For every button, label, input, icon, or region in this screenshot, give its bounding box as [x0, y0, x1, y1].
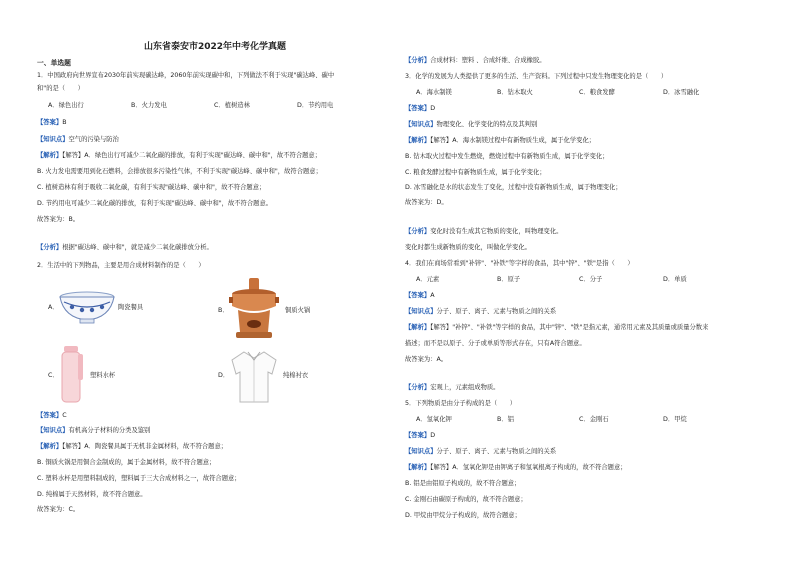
q2-final-answer: 故答案为：C。	[37, 506, 80, 513]
q3-knowledge-point: 【知识点】物理变化、化学变化的特点及其判别	[405, 121, 538, 128]
q3-option-d: D．冰雪融化	[663, 89, 700, 96]
q3-analysis: 【分析】变化时没有生成其它物质的变化，叫物理变化。	[405, 228, 563, 235]
q5-explanation-c: C. 金刚石由碳原子构成的，故不符合题意；	[405, 496, 527, 503]
q5-explanation-b: B. 铝是由铝原子构成的，故不符合题意；	[405, 480, 521, 487]
q2-explanation-d: D. 纯棉属于天然材料，故不符合题意。	[37, 491, 147, 498]
q2-caption-c: 塑料水杯	[90, 372, 116, 379]
q3-option-c: C．粮食发酵	[579, 89, 615, 96]
q3-explanation-d: D. 冰雪融化是水的状态发生了变化，过程中没有新物质生成，属于物理变化；	[405, 184, 622, 191]
q5-option-c: C．金刚石	[579, 416, 609, 423]
q3-final-answer: 故答案为：D。	[405, 199, 448, 206]
q1-explanation-b: B. 火力发电需要用到化石燃料，会排放很多污染性气体，不利于实现"碳达峰、碳中和"，故符合题意；	[37, 168, 322, 175]
plastic-cup-image	[60, 344, 86, 406]
porcelain-bowl-image	[58, 290, 116, 326]
q3-explanation-b: B. 钻木取火过程中发生燃烧，燃烧过程中有新物质生成，属于化学变化；	[405, 153, 609, 160]
q2-option-c: C．	[48, 372, 59, 379]
q2-option-d: D．	[218, 372, 230, 379]
q1-option-a: A．绿色出行	[48, 102, 84, 109]
q1-explanation-d: D. 节约用电可减少二氧化碳的排放，有利于实现"碳达峰、碳中和"，故不符合题意。	[37, 200, 273, 207]
q3-option-a: A．海水制镁	[416, 89, 452, 96]
q1-stem: 1．中国政府向世界宣布2030年前实现碳达峰，2060年前实现碳中和，下列做法不利于实现"碳达峰、碳中	[37, 72, 335, 79]
q1-option-d: D．节约用电	[297, 102, 334, 109]
q1-analysis: 【分析】根据"碳达峰、碳中和"，就是减少二氧化碳排放分析。	[37, 244, 213, 251]
section-heading: 一、单选题	[37, 59, 71, 67]
q5-knowledge-point: 【知识点】分子、原子、离子、元素与物质之间的关系	[405, 448, 557, 455]
q1-explanation-c: C. 植树造林有利于吸收二氧化碳，有利于实现"碳达峰、碳中和"，故不符合题意；	[37, 184, 266, 191]
q4-stem: 4．我们在商场常看到"补锌"、"补铁"等字样的食品，其中"锌"、"铁"是指（ ）	[405, 260, 634, 267]
q1-explanation: 【解析】【解答】A．绿色出行可减少二氧化碳的排放，有利于实现"碳达峰、碳中和"，故不符合题意；	[37, 152, 322, 159]
q2-caption-b: 铜质火锅	[285, 307, 311, 314]
q4-explanation: 【解析】【解答】"补锌"、"补铁"等字样的食品，其中"锌"、"铁"是指元素，通常用元素及其质量或质量分数来	[405, 324, 709, 331]
q4-explanation-b: 描述；而不是以原子、分子或单质等形式存在，只有A符合题意。	[405, 340, 586, 347]
q2-explanation-c: C. 塑料水杯是用塑料制成的，塑料属于三大合成材料之一，故符合题意；	[37, 475, 241, 482]
q4-option-b: B．原子	[497, 276, 521, 283]
q2-analysis: 【分析】合成材料：塑料 、合成纤维、合成橡胶。	[405, 57, 546, 64]
q1-answer: 【答案】B	[37, 119, 67, 126]
q4-option-a: A．元素	[416, 276, 440, 283]
q1-option-c: C．植树造林	[214, 102, 250, 109]
q2-explanation: 【解析】【解答】A．陶瓷餐具属于无机非金属材料，故不符合题意；	[37, 443, 228, 450]
q2-option-b: B．	[218, 307, 229, 314]
q5-answer: 【答案】D	[405, 432, 436, 439]
q3-stem: 3．化学的发展为人类提供了更多的生活、生产资料。下列过程中只发生物理变化的是（ ）	[405, 73, 668, 80]
q5-option-d: D．甲烷	[663, 416, 687, 423]
q4-knowledge-point: 【知识点】分子、原子、离子、元素与物质之间的关系	[405, 308, 557, 315]
cotton-shirt-image	[230, 348, 278, 404]
q2-caption-a: 陶瓷餐具	[118, 304, 144, 311]
q4-answer: 【答案】A	[405, 292, 435, 299]
q3-answer: 【答案】D	[405, 105, 436, 112]
q5-option-a: A．氢氧化钾	[416, 416, 452, 423]
q4-final-answer: 故答案为：A。	[405, 356, 448, 363]
q2-knowledge-point: 【知识点】有机高分子材料的分类及鉴别	[37, 427, 151, 434]
q1-knowledge-point: 【知识点】空气的污染与防治	[37, 136, 119, 143]
q3-analysis-b: 变化时都生成新物质的变化，叫做化学变化。	[405, 244, 531, 251]
q3-explanation-c: C. 粮食发酵过程中有新物质生成，属于化学变化；	[405, 169, 546, 176]
q3-option-b: B．钻木取火	[497, 89, 533, 96]
q5-explanation-d: D. 甲烷由甲烷分子构成的，故符合题意；	[405, 512, 521, 519]
q5-explanation: 【解析】【解答】A．氢氧化钾是由钾离子和氢氧根离子构成的，故不符合题意；	[405, 464, 627, 471]
q2-caption-d: 纯棉衬衣	[283, 372, 309, 379]
copper-hotpot-image	[228, 276, 280, 342]
q2-option-a: A．	[48, 304, 59, 311]
page-title: 山东省泰安市2022年中考化学真题	[144, 42, 287, 52]
q5-stem: 5．下列物质是由分子构成的是（ ）	[405, 400, 517, 407]
q2-stem: 2．生活中的下列物品，主要是用合成材料制作的是（ ）	[37, 262, 205, 269]
q4-analysis: 【分析】宏观上，元素组成物质。	[405, 384, 500, 391]
q2-answer: 【答案】C	[37, 412, 67, 419]
q1-stem-cont: 和"的是（ ）	[37, 85, 84, 92]
q2-explanation-b: B. 铜质火锅是用铜合金制成的，属于金属材料，故不符合题意；	[37, 459, 216, 466]
q3-explanation: 【解析】【解答】A．海水制镁过程中有新物质生成，属于化学变化；	[405, 137, 596, 144]
q4-option-c: C．分子	[579, 276, 603, 283]
q5-option-b: B．铝	[497, 416, 514, 423]
q4-option-d: D．单质	[663, 276, 687, 283]
q1-option-b: B．火力发电	[131, 102, 167, 109]
q1-final-answer: 故答案为：B。	[37, 216, 80, 223]
